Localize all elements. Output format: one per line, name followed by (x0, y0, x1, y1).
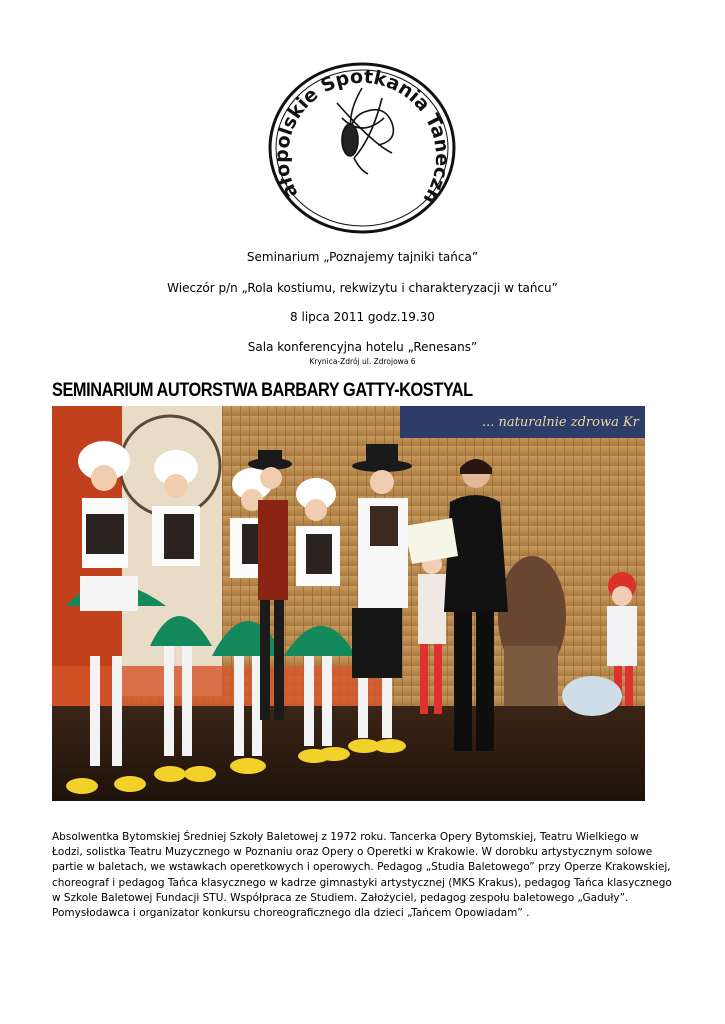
event-photo (52, 406, 645, 801)
festival-logo (262, 58, 462, 234)
venue-address: Krynica-Zdrój ul. Zdrojowa 6 (309, 357, 416, 366)
biography-text: Absolwentka Bytomskiej Średniej Szkoły Baletowej z 1972 roku. Tancerka Opery Bytomskiej, Teatru Wielkiego w Łodzi, solistka Teatru Muzycznego w Poznaniu oraz Opery o Operetki w Krakowie. W dorobku artystycznym solowe partie w baletach, we wstawkach operetkowych i operowych. Pedagog „Studia Baletowego” przy Operze Krakowskiej, choreograf i pedagog Tańca klasycznego w kadrze gimnastyki artystycznej (MKS Krakus), pedagog Tańca klasycznego w Szkole Baletowej Fundacji STU. Współpraca ze Studiem. Założyciel, pedagog zespołu baletowego „Gaduły”. Pomysłodawca i organizator konkursu choreograficznego dla dzieci „Tańcem Opowiadam” . (52, 831, 672, 920)
banner-text: ... naturalnie zdrowa Kr (482, 415, 639, 430)
logo-text: ałopolskie Spotkania Taneczn (270, 65, 454, 208)
event-date: 8 lipca 2011 godz.19.30 (290, 310, 435, 324)
evening-title: Wieczór p/n „Rola kostiumu, rekwizytu i charakteryzacji w tańcu” (167, 281, 558, 295)
seminar-title: Seminarium „Poznajemy tajniki tańca” (246, 250, 479, 264)
venue: Sala konferencyjna hotelu „Renesans” (247, 340, 478, 354)
biography (52, 830, 672, 921)
section-heading: SEMINARIUM AUTORSTWA BARBARY GATTY-KOSTYAL (52, 380, 473, 401)
